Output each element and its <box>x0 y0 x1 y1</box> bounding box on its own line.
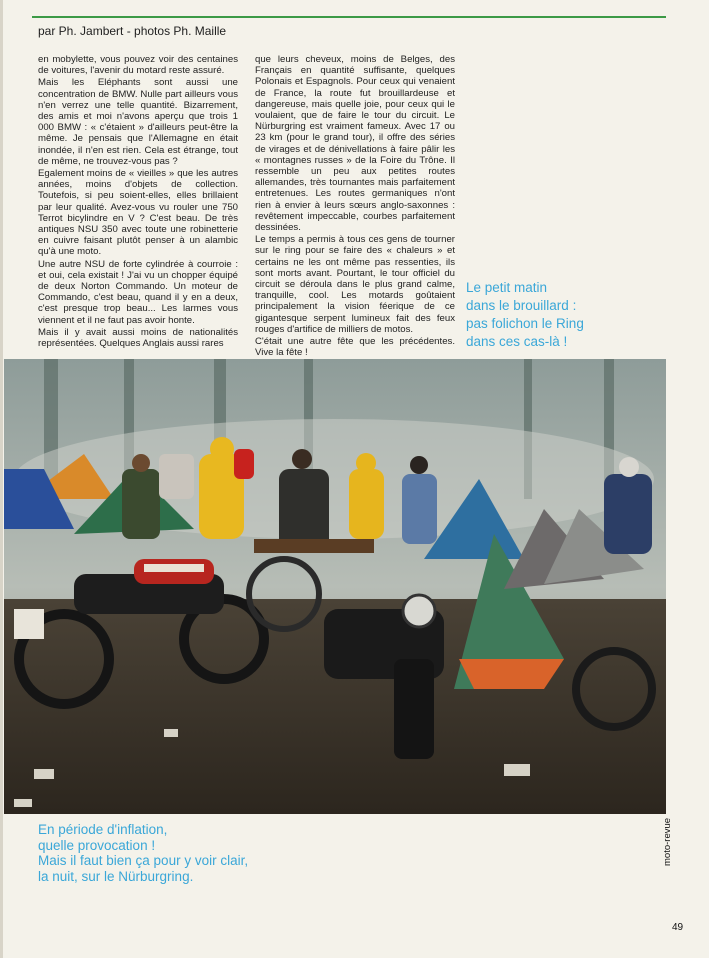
page-number: 49 <box>672 922 684 933</box>
photo-caption-right <box>466 279 666 351</box>
paragraph: que leurs cheveux, moins de Belges, des Français en quantité suffisante, quelques Polonais et Espagnols. Pour ceux qui venaient de France, la route fut brouillardeuse et dangereuse, mais quelle joie, pour ceux qui le voulaient, que de faire le tour du circuit. Le Nürburgring est vraiment fameux. Avec 17 ou 23 km (pour le grand tour), il offre des séries de virages et de dénivellations à faire pâlir les « montagnes russes » de la Foire du Trône. Il ressemble un peu aux petites routes allemandes, très tournantes mais parfaitement entretenues. Les routes germaniques n'ont rien à envier à leurs sœurs anglo-saxonnes : revêtement impeccable, courbes parfaitement dessinées. <box>255 54 455 234</box>
caption-line: Le petit matin <box>466 280 548 295</box>
magazine-name: moto-revue <box>662 817 673 866</box>
caption-line: Mais il faut bien ça pour y voir clair, <box>38 853 249 868</box>
paragraph: Mais les Eléphants sont aussi une concentration de BMW. Nulle part ailleurs vous n'en verrez une telle quantité. Bizarrement, des amis et moi n'avons aperçu que trois 1 000 BMW : « c'étaient » d'ailleurs peut-être la même. Je pensais que l'Allemagne en était inondée, il n'en est rien. Cela est étrange, tout de même, ne trouvez-vous pas ? <box>38 77 238 167</box>
paragraph: Une autre NSU de forte cylindrée à courroie : et oui, cela existait ! J'ai vu un chopper équipé de deux Norton Commando. Un moteur de Commando, c'est beau, quand il y en a deux, c'est presque trop beau... Les larmes vous viennent et il ne faut pas avoir honte. <box>38 258 238 326</box>
campsite-photo <box>4 359 666 814</box>
photo-caption-bottom <box>38 822 338 884</box>
page-fold-shadow <box>0 0 3 958</box>
paragraph: Mais il y avait aussi moins de nationalités représentées. Quelques Anglais aussi rares <box>38 326 238 350</box>
paragraph: Egalement moins de « vieilles » que les autres années, moins d'objets de collection. Toutefois, si peu soient-elles, elles brillaient par leur qualité. Avez-vous vu rouler une 750 Terrot bicylindre en V ? C'est beau. De très antiques NSU 350 avec toute une robinetterie en cuivre faisant plutôt penser à un alambic qu'à une moto. <box>38 168 238 258</box>
caption-line: la nuit, sur le Nürburgring. <box>38 868 194 884</box>
byline: par Ph. Jambert - photos Ph. Maille <box>38 24 227 38</box>
paragraph: en mobylette, vous pouvez voir des centaines de voitures, l'avenir du motard reste assuré. <box>38 54 238 77</box>
header-rule <box>32 16 666 18</box>
text-column-1 <box>38 54 238 350</box>
paragraph: C'était une autre fête que les précédentes. Vive la fête ! <box>255 336 455 359</box>
text-column-2 <box>255 54 455 359</box>
caption-line: dans le brouillard : <box>466 298 577 313</box>
caption-line: pas folichon le Ring <box>466 316 584 331</box>
caption-line: dans ces cas-là ! <box>466 334 568 349</box>
caption-line: quelle provocation ! <box>38 837 156 853</box>
caption-line: En période d'inflation, <box>38 822 168 837</box>
paragraph: Le temps a permis à tous ces gens de tourner sur le ring pour se faire des « chaleurs » et certains ne les ont même pas ressenties, ils sont morts avant. Pourtant, le tour officiel du circuit se déroula dans le plus grand calme, tranquille, cool. Les motards goûtaient principalement la vision féerique de ce gigantesque serpent lumineux fait des feux rouges d'artifice de milliers de motos. <box>255 234 455 335</box>
